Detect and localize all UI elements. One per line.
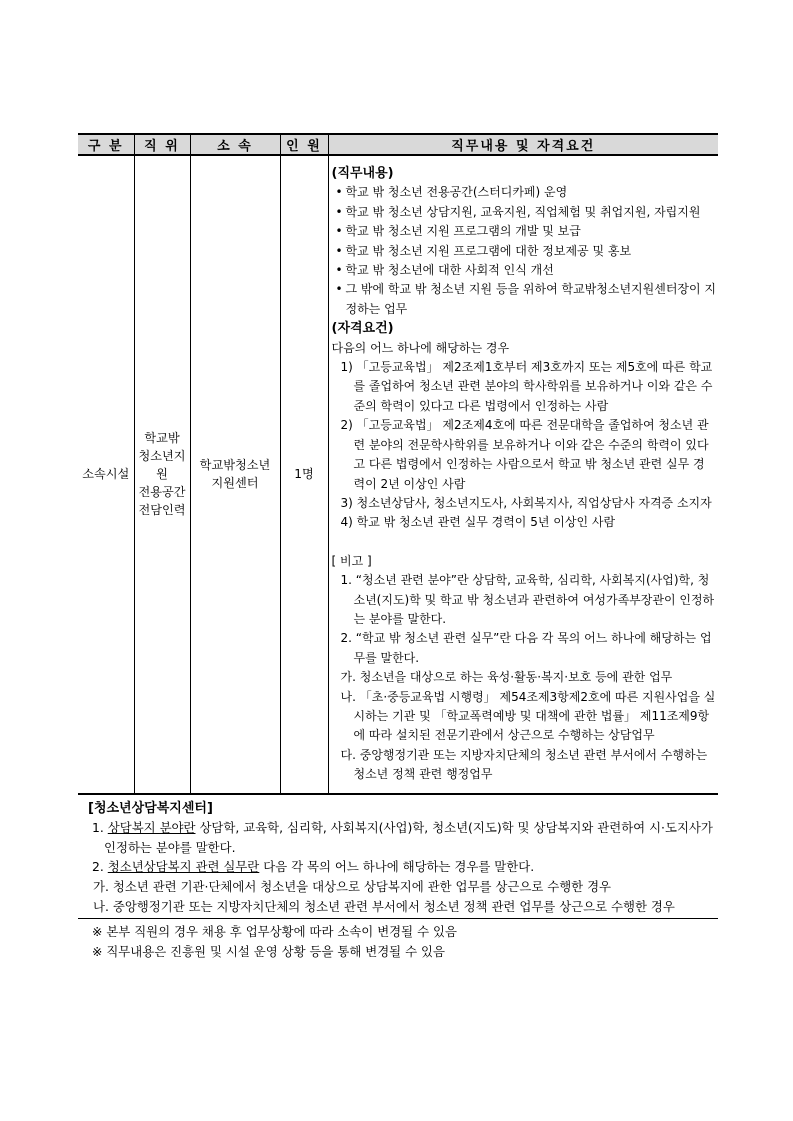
center-sub-b: 나. 중앙행정기관 또는 지방자치단체의 청소년 관련 부서에서 청소년 정책 관련 업무를 상근으로 수행한 경우 xyxy=(93,898,675,914)
center-item-2-term: 청소년상담복지 관련 실무란 xyxy=(107,859,260,875)
header-position: 직 위 xyxy=(134,134,190,155)
duty-item: • 그 밖에 학교 밖 청소년 지원 등을 위하여 학교밖청소년지원센터장이 지정하는 업무 xyxy=(335,282,717,316)
page xyxy=(78,133,718,962)
qual-item: 1) 「고등교육법」 제2조제1호부터 제3호까지 또는 제5호에 따른 학교를 졸업하여 청소년 관련 분야의 학사학위를 보유하거나 이와 같은 수준의 학력이 있다고 다른 법령에서 인정하는 사람 xyxy=(340,360,713,413)
center-item-1-term: 상담복지 분야란 xyxy=(107,820,196,836)
remark-sub-item: 가. 청소년을 대상으로 하는 육성·활동·복지·보호 등에 관한 업무 xyxy=(340,670,673,685)
header-duty: 직무내용 및 자격요건 xyxy=(328,134,718,155)
affiliation-line: 지원센터 xyxy=(211,476,259,491)
duty-item: • 학교 밖 청소년 전용공간(스터디카페) 운영 xyxy=(335,185,568,200)
center-item-2-text: 다음 각 목의 어느 하나에 해당하는 경우를 말한다. xyxy=(263,859,535,875)
center-sub-a: 가. 청소년 관련 기관·단체에서 청소년을 대상으로 상담복지에 관한 업무를 상근으로 수행한 경우 xyxy=(93,878,612,894)
qual-item: 2) 「고등교육법」 제2조제4호에 따른 전문대학을 졸업하여 청소년 관련 분야의 전문학사학위를 보유하거나 이와 같은 수준의 학력이 있다고 다른 법령에서 인정하는 사람으로서 학교 밖 청소년 관련 실무 경력이 2년 이상인 사람 xyxy=(340,418,709,491)
center-section xyxy=(78,795,718,917)
cell-duty xyxy=(328,155,718,794)
remark-item: 2. “학교 밖 청소년 관련 실무”란 다음 각 목의 어느 하나에 해당하는 업무를 말한다. xyxy=(340,631,712,665)
notes xyxy=(78,918,718,962)
note-item: ※ 본부 직원의 경우 채용 후 업무상황에 따라 소속이 변경될 수 있음 xyxy=(92,924,457,940)
qual-intro: 다음의 어느 하나에 해당하는 경우 xyxy=(331,340,510,355)
qual-item: 3) 청소년상담사, 청소년지도사, 사회복지사, 직업상담사 자격증 소지자 xyxy=(340,495,712,510)
note-item: ※ 직무내용은 진흥원 및 시설 운영 상황 등을 통해 변경될 수 있음 xyxy=(92,944,445,960)
center-item-2: 2. 청소년상담복지 관련 실무란 다음 각 목의 어느 하나에 해당하는 경우를 말한다. xyxy=(92,859,535,875)
qual-item: 4) 학교 밖 청소년 관련 실무 경력이 5년 이상인 사람 xyxy=(340,515,616,530)
remark-title: [ 비고 ] xyxy=(331,553,372,568)
center-title: [청소년상담복지센터] xyxy=(88,800,213,816)
center-item-1: 1. 상담복지 분야란 상담학, 교육학, 심리학, 사회복지(사업)학, 청소년(지도)학 및 상담복지와 관련하여 시·도지사가 인정하는 분야를 말한다. xyxy=(92,820,713,855)
header-category: 구 분 xyxy=(78,134,134,155)
affiliation-line: 학교밖청소년 xyxy=(199,458,271,473)
duty-title: (직무내용) xyxy=(331,166,394,181)
position-line: 전용공간 xyxy=(138,485,186,500)
duty-item: • 학교 밖 청소년 지원 프로그램의 개발 및 보급 xyxy=(335,224,581,239)
cell-category: 소속시설 xyxy=(78,155,134,794)
position-line: 학교밖 xyxy=(144,431,180,446)
center-item-1-text: 상담학, 교육학, 심리학, 사회복지(사업)학, 청소년(지도)학 및 상담복지와 관련하여 시·도지사가 인정하는 분야를 말한다. xyxy=(104,820,713,855)
remark-sub-item: 나. 「초·중등교육법 시행령」 제54조제3항제2호에 따른 지원사업을 실시하는 기관 및 「학교폭력예방 및 대책에 관한 법률」 제11조제9항에 따라 설치된 전문기관에서 상근으로 수행하는 상담업무 xyxy=(340,689,716,743)
cell-count: 1명 xyxy=(280,155,328,794)
qual-title: (자격요건) xyxy=(331,321,394,337)
header-count: 인 원 xyxy=(280,134,328,155)
remark-item: 1. “청소년 관련 분야”란 상담학, 교육학, 심리학, 사회복지(사업)학, 청소년(지도)학 및 학교 밖 청소년과 관련하여 여성가족부장관이 인정하는 분야를 말한다. xyxy=(340,573,715,626)
position-line: 청소년지원 xyxy=(138,449,186,482)
remark-sub-item: 다. 중앙행정기관 또는 지방자치단체의 청소년 관련 부서에서 수행하는 청소년 정책 관련 행정업무 xyxy=(340,747,708,782)
job-table xyxy=(78,133,718,795)
cell-position xyxy=(134,155,190,794)
cell-affiliation xyxy=(190,155,280,794)
table-row xyxy=(78,155,718,794)
duty-item: • 학교 밖 청소년 지원 프로그램에 대한 정보제공 및 홍보 xyxy=(335,243,632,258)
duty-item: • 학교 밖 청소년 상담지원, 교육지원, 직업체험 및 취업지원, 자립지원 xyxy=(335,204,701,219)
duty-item: • 학교 밖 청소년에 대한 사회적 인식 개선 xyxy=(335,263,554,278)
header-affiliation: 소 속 xyxy=(190,134,280,155)
position-line: 전담인력 xyxy=(138,503,186,518)
table-header-row xyxy=(78,134,718,155)
